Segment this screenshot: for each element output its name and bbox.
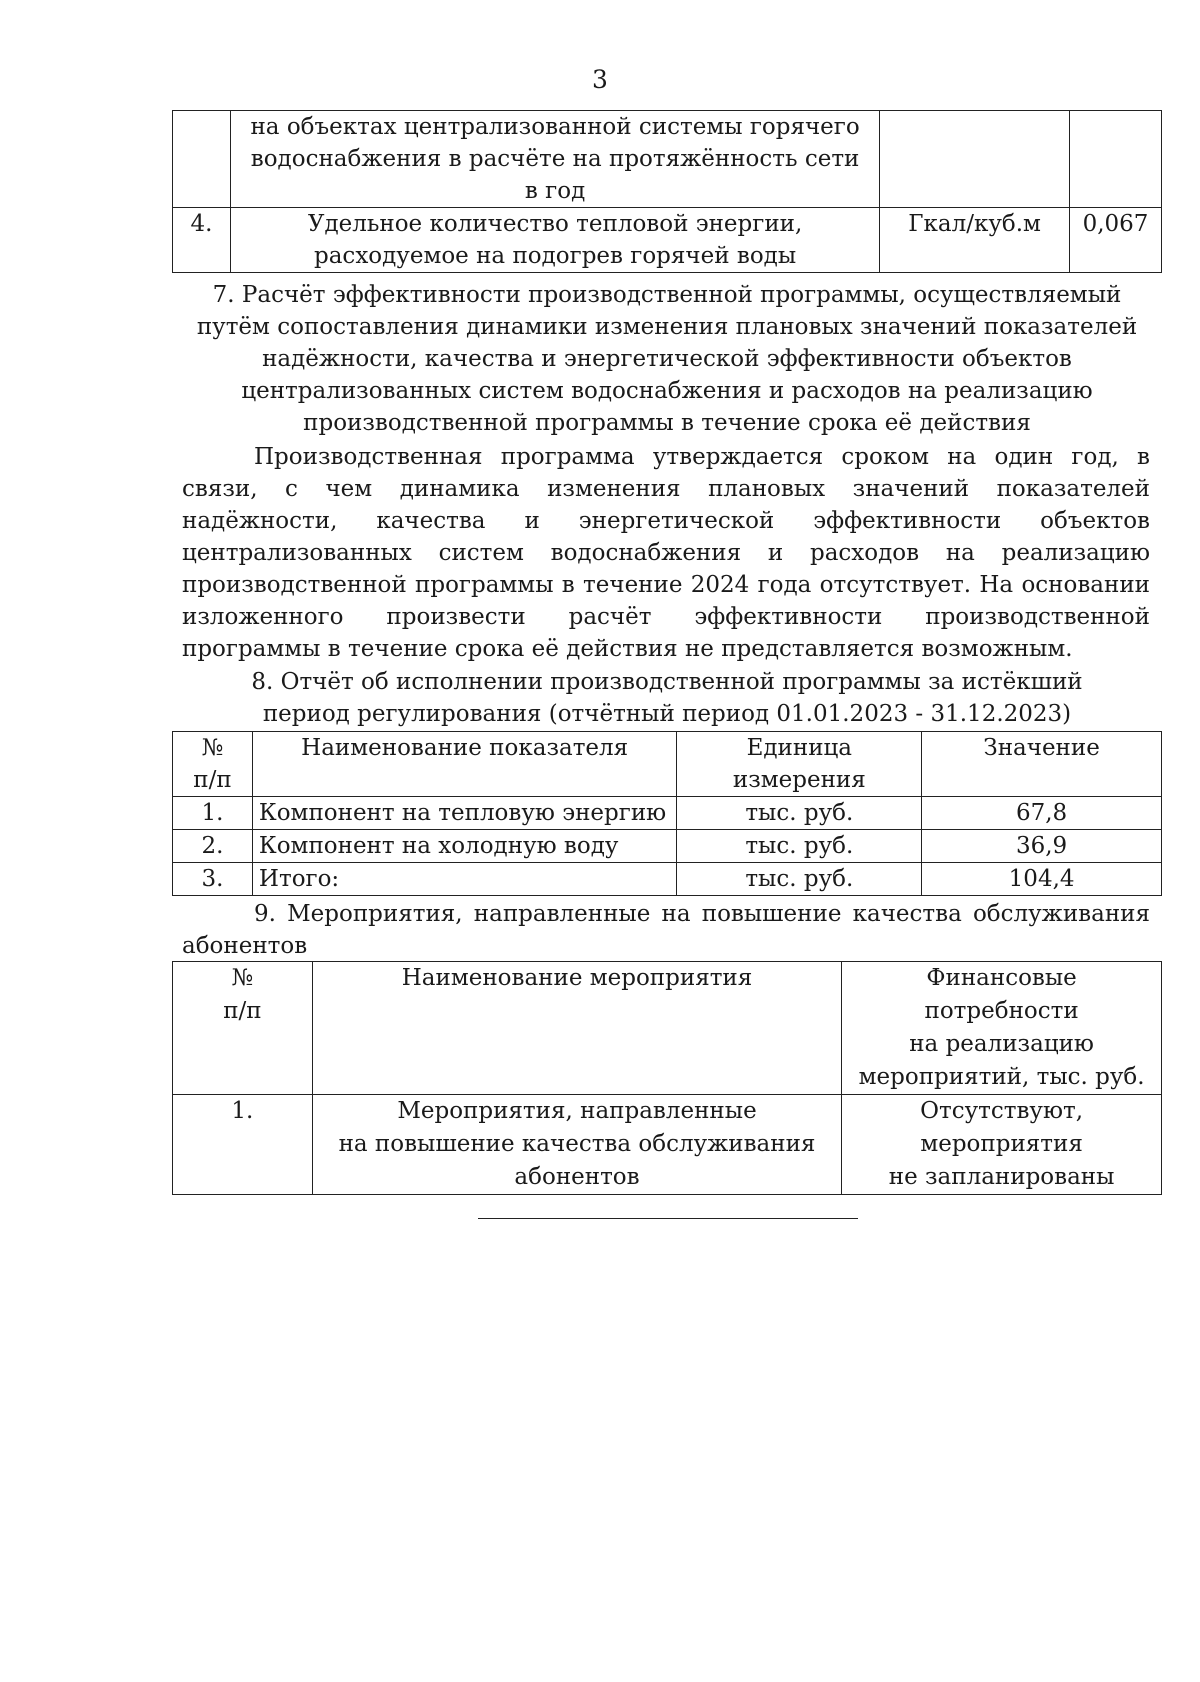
heading-line: централизованных систем водоснабжения и расходов на реализацию xyxy=(241,378,1093,404)
column-header-name: Наименование мероприятия xyxy=(312,962,841,1095)
value-cell xyxy=(1070,111,1162,208)
indicator-name: Компонент на тепловую энергию xyxy=(252,797,677,830)
heading-line: производственной программы в течение срока её действия xyxy=(303,410,1031,436)
column-header-number: № п/п xyxy=(173,732,253,797)
indicator-name: Итого: xyxy=(252,863,677,896)
value-cell: 67,8 xyxy=(922,797,1162,830)
row-number: 1. xyxy=(173,797,253,830)
indicator-name-line: на объектах централизованной системы горячего xyxy=(250,114,860,140)
end-divider xyxy=(478,1218,858,1219)
heading-line: 8. Отчёт об исполнении производственной программы за истёкший xyxy=(251,669,1083,695)
row-number xyxy=(173,111,231,208)
page-number: 3 xyxy=(592,65,608,94)
measure-name: Мероприятия, направленные на повышение качества обслуживания абонентов xyxy=(312,1095,841,1195)
indicator-name-line: в год xyxy=(524,178,586,204)
table-row xyxy=(173,863,1162,896)
heading-line: период регулирования (отчётный период 01.01.2023 - 31.12.2023) xyxy=(262,701,1072,727)
indicator-name-line: расходуемое на подогрев горячей воды xyxy=(314,243,797,269)
column-header-finance: Финансовые потребности на реализацию мероприятий, тыс. руб. xyxy=(842,962,1162,1095)
column-header-value: Значение xyxy=(922,732,1162,797)
section-9-heading: 9. Мероприятия, направленные на повышение качества обслуживания абонентов xyxy=(182,901,1150,959)
row-number: 2. xyxy=(173,830,253,863)
row-number: 4. xyxy=(173,208,231,273)
table-row xyxy=(173,208,1162,273)
indicator-name: Компонент на холодную воду xyxy=(252,830,677,863)
indicator-name-line: Удельное количество тепловой энергии, xyxy=(307,211,803,237)
unit-cell: тыс. руб. xyxy=(677,863,922,896)
table-row xyxy=(173,111,1162,208)
value-cell: 0,067 xyxy=(1070,208,1162,273)
column-header-unit: Единица измерения xyxy=(677,732,922,797)
column-header-name: Наименование показателя xyxy=(252,732,677,797)
heading-line: путём сопоставления динамики изменения плановых значений показателей xyxy=(196,314,1138,340)
table-header-row xyxy=(173,732,1162,797)
finance-cell: Отсутствуют, мероприятия не запланированы xyxy=(842,1095,1162,1195)
service-measures-table xyxy=(172,961,1162,1195)
table-row xyxy=(173,830,1162,863)
section-7-paragraph: Производственная программа утверждается сроком на один год, в связи, с чем динамика изменения плановых значений показателей надёжности, качества и энергетической эффективности объектов централизованных систем водоснабжения и расходов на реализацию производственной программы в течение 2024 года отсутствует. На основании изложенного произвести расчёт эффективности производственной программы в течение срока её действия не представляется возможным. xyxy=(182,444,1150,662)
heading-line: 7. Расчёт эффективности производственной программы, осуществляемый xyxy=(212,282,1122,308)
section-7-heading xyxy=(172,279,1162,439)
value-cell: 104,4 xyxy=(922,863,1162,896)
unit-cell: Гкал/куб.м xyxy=(880,208,1070,273)
column-header-number: № п/п xyxy=(173,962,313,1095)
unit-cell xyxy=(880,111,1070,208)
unit-cell: тыс. руб. xyxy=(677,797,922,830)
indicator-name xyxy=(230,111,879,208)
indicator-name xyxy=(230,208,879,273)
row-number: 1. xyxy=(173,1095,313,1195)
table-row xyxy=(173,797,1162,830)
table-header-row xyxy=(173,962,1162,1095)
value-cell: 36,9 xyxy=(922,830,1162,863)
table-row xyxy=(173,1095,1162,1195)
indicator-name-line: водоснабжения в расчёте на протяжённость сети xyxy=(250,146,860,172)
section-8-heading xyxy=(172,666,1162,730)
unit-cell: тыс. руб. xyxy=(677,830,922,863)
indicators-table-continuation xyxy=(172,110,1162,273)
program-report-table xyxy=(172,731,1162,896)
heading-line: надёжности, качества и энергетической эффективности объектов xyxy=(262,346,1072,372)
row-number: 3. xyxy=(173,863,253,896)
